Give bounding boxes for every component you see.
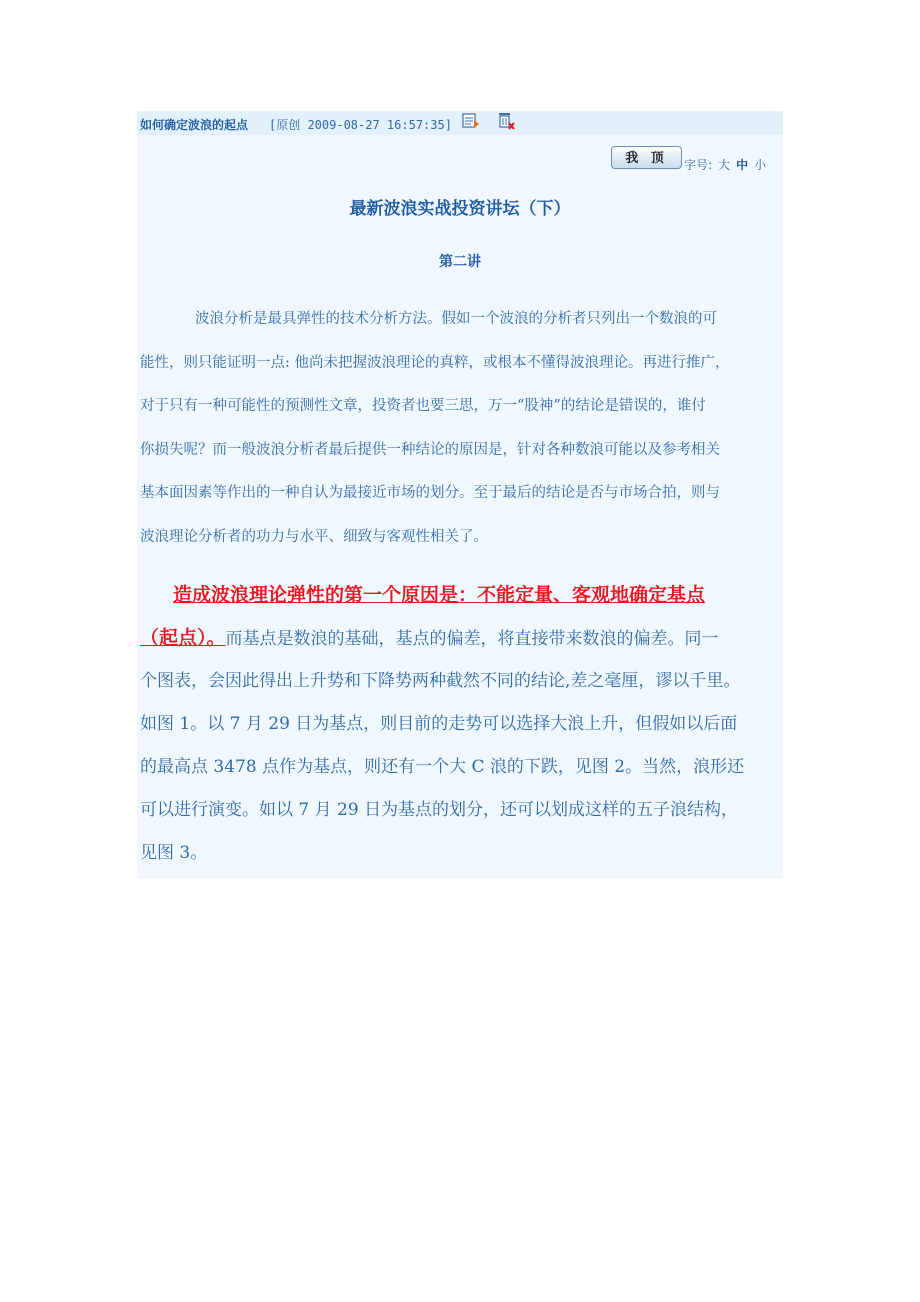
article-title: 最新波浪实战投资讲坛（下） — [349, 199, 571, 219]
highlight-statement-end: （起点）。 — [140, 627, 226, 649]
paragraph-2-line: 可以进行演变。如以 7 月 29 日为基点的划分，还可以划成这样的五子浪结构， — [140, 800, 739, 820]
paragraph-2-line: 见图 3。 — [140, 843, 208, 863]
paragraph-2 — [140, 574, 800, 875]
highlight-statement: 造成波浪理论弹性的第一个原因是：不能定量、客观地确定基点 — [173, 584, 706, 606]
edit-note-icon[interactable] — [462, 112, 480, 130]
paragraph-1-line: 波浪分析是最具弹性的技术分析方法。假如一个波浪的分析者只列出一个数浪的可 — [195, 311, 717, 327]
paragraph-2-line — [140, 617, 800, 660]
top-vote-button[interactable]: 我 顶 — [611, 146, 682, 169]
paragraph-2-line: 的最高点 3478 点作为基点，则还有一个大 C 浪的下跌，见图 2。当然，浪形还 — [140, 757, 745, 777]
lecture-heading: 第二讲 — [439, 254, 481, 270]
paragraph-2-text: 而基点是数浪的基础，基点的偏差，将直接带来数浪的偏差。同一 — [225, 629, 719, 649]
font-size-small[interactable]: 小 — [754, 158, 767, 172]
font-size-medium[interactable]: 中 — [736, 158, 749, 172]
font-size-large[interactable]: 大 — [718, 158, 731, 172]
post-meta: [原创 2009-08-27 16:57:35] — [269, 118, 452, 132]
paragraph-1-line: 你损失呢？而一般波浪分析者最后提供一种结论的原因是，针对各种数浪可能以及参考相关 — [140, 441, 720, 458]
trash-delete-icon[interactable] — [497, 111, 515, 130]
post-title-link[interactable]: 如何确定波浪的起点 — [140, 118, 249, 132]
paragraph-1-line: 基本面因素等作出的一种自认为最接近市场的划分。至于最后的结论是否与市场合拍，则与 — [140, 485, 720, 502]
paragraph-1-line: 波浪理论分析者的功力与水平、细致与客观性相关了。 — [140, 528, 488, 545]
paragraph-1-line: 能性，则只能证明一点: 他尚未把握波浪理论的真粹，或根本不懂得波浪理论。再进行推广， — [140, 354, 730, 371]
paragraph-2-line — [140, 574, 800, 617]
paragraph-2-line: 如图 1。以 7 月 29 日为基点，则目前的走势可以选择大浪上升，但假如以后面 — [140, 714, 738, 734]
paragraph-1-line: 对于只有一种可能性的预测性文章，投资者也要三思，万一“股神”的结论是错误的，谁付 — [140, 398, 706, 415]
font-size-label: 字号: — [684, 158, 713, 172]
paragraph-2-line: 个图表，会因此得出上升势和下降势两种截然不同的结论,差之毫厘，谬以千里。 — [140, 671, 741, 691]
font-size-selector — [684, 156, 766, 173]
paragraph-1 — [140, 298, 782, 560]
